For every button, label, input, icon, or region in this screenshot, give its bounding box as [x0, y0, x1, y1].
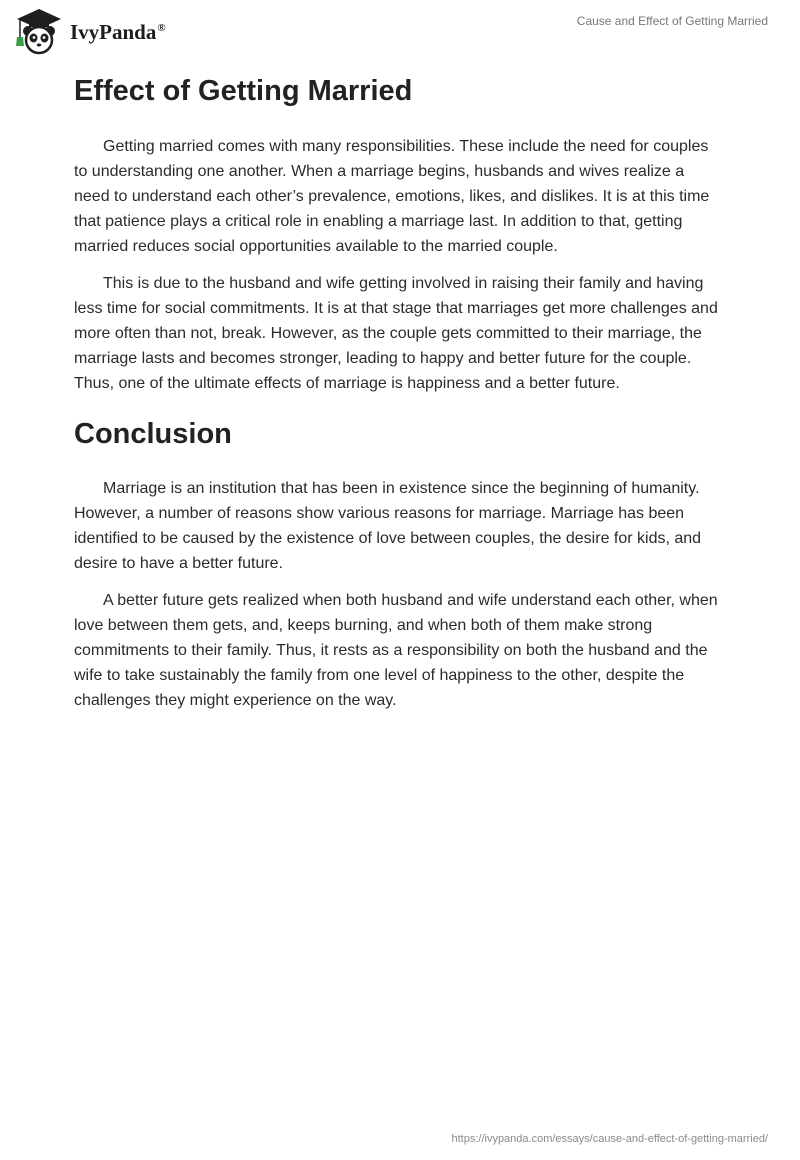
panda-graduation-cap-icon [14, 6, 64, 56]
brand-name: IvyPanda® [70, 19, 166, 44]
section-heading-effect: Effect of Getting Married [74, 75, 413, 107]
section-heading-conclusion: Conclusion [74, 418, 232, 450]
document-title: Cause and Effect of Getting Married [576, 14, 768, 28]
page-header [0, 0, 800, 60]
brand-logo[interactable] [14, 6, 166, 56]
essay-content [74, 70, 722, 713]
source-url-link[interactable]: https://ivypanda.com/essays/cause-and-effect-of-getting-married/ [451, 1133, 768, 1145]
paragraph: Marriage is an institution that has been in existence since the beginning of humanity. However, a number of reasons show various reasons for marriage. Marriage has been identified to be caused by the existence of love between couples, the desire for kids, and desire to have a better future. [74, 480, 702, 572]
paragraph: Getting married comes with many responsibilities. These include the need for couples to understanding one another. When a marriage begins, husbands and wives realize a need to understand each other’s prevalence, emotions, likes, and dislikes. It is at this time that patience plays a critical role in enabling a marriage last. In addition to that, getting married reduces social opportunities available to the married couple. [74, 138, 710, 255]
paragraph: This is due to the husband and wife getting involved in raising their family and having less time for social commitments. It is at that stage that marriages get more challenges and more often than not, break. However, as the couple gets committed to their marriage, the marriage lasts and becomes stronger, leading to happy and better future for the couple. Thus, one of the ultimate effects of marriage is happiness and a better future. [74, 275, 718, 392]
paragraph: A better future gets realized when both husband and wife understand each other, when love between them gets, and, keeps burning, and when both of them make strong commitments to their family. Thus, it rests as a responsibility on both the husband and the wife to take sustainably the family from one level of happiness to the other, despite the challenges they might experience on the way. [74, 592, 718, 709]
